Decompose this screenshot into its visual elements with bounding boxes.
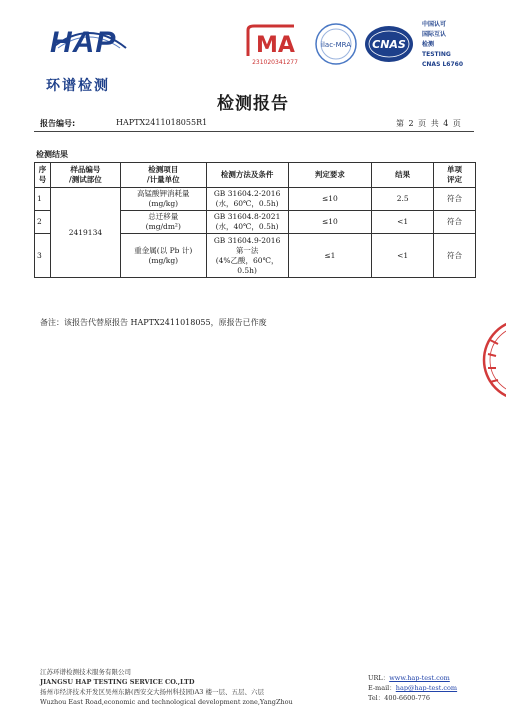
row-method: GB 31604.8-2021 (水，40℃，0.5h) [206, 211, 288, 234]
header-no: 序 号 [35, 163, 51, 188]
header-sample: 样品编号 /测试部位 [50, 163, 120, 188]
header-result: 结果 [372, 163, 434, 188]
cma-logo-icon [244, 24, 304, 60]
logo-chinese-text: 环谱检测 [46, 78, 110, 94]
row-result: <1 [372, 211, 434, 234]
header-requirement: 判定要求 [288, 163, 372, 188]
row-verdict: 符合 [434, 234, 476, 278]
table-row [35, 188, 476, 211]
row-requirement: ≤10 [288, 188, 372, 211]
cnas-info [422, 20, 463, 70]
address-en: Wuzhou East Road,economic and technological development zone,YangZhou [40, 698, 293, 706]
tel-line: Tel：400-6600-776 [368, 694, 431, 702]
section-title: 检测结果 [36, 150, 68, 159]
footer-contact [368, 673, 457, 703]
footer-company [40, 667, 293, 707]
email-line: E-mail：hap@hap-test.com [368, 684, 458, 692]
cma-number: 231020341277 [252, 59, 298, 66]
ilac-mra-logo-icon [314, 22, 358, 66]
report-number-label: 报告编号: [40, 119, 76, 128]
cnas-info-line: 检测 [422, 41, 435, 48]
row-no: 1 [35, 188, 51, 211]
logo-text: HAP [50, 26, 117, 59]
table-header-row [35, 163, 476, 188]
url-line: URL：www.hap-test.com [368, 674, 450, 682]
row-item: 重金属(以 Pb 计) (mg/kg) [120, 234, 206, 278]
cnas-info-line: 中国认可 [422, 21, 447, 28]
company-name-cn: 江苏环谱检测技术服务有限公司 [40, 668, 131, 676]
row-result: 2.5 [372, 188, 434, 211]
row-result: <1 [372, 234, 434, 278]
ilac-label: ilac-MRA [321, 41, 351, 49]
row-verdict: 符合 [434, 211, 476, 234]
email-link[interactable]: hap@hap-test.com [395, 684, 458, 692]
address-cn: 扬州市经济技术开发区吴州东路(西安交大扬州科技园)A3 楼一层、五层、六层 [40, 688, 264, 696]
svg-text:MA: MA [256, 33, 295, 58]
header-item: 检测项目 /计量单位 [120, 163, 206, 188]
cnas-info-line: CNAS L6760 [422, 61, 464, 68]
row-method: GB 31604.9-2016 第一法 (4%乙酸，60℃， 0.5h) [206, 234, 288, 278]
cnas-logo-icon [364, 24, 414, 64]
header-divider [34, 131, 474, 132]
header-verdict: 单项 评定 [434, 163, 476, 188]
seal-stamp-icon [480, 310, 506, 410]
row-method: GB 31604.2-2016 (水，60℃，0.5h) [206, 188, 288, 211]
company-name-en: JIANGSU HAP TESTING SERVICE CO.,LTD [40, 678, 195, 686]
row-item: 高锰酸钾消耗量 (mg/kg) [120, 188, 206, 211]
row-requirement: ≤1 [288, 234, 372, 278]
row-no: 3 [35, 234, 51, 278]
row-requirement: ≤10 [288, 211, 372, 234]
row-item: 总迁移量 (mg/dm²) [120, 211, 206, 234]
results-table [34, 162, 476, 278]
cnas-info-line: 国际互认 [422, 31, 447, 38]
header-method: 检测方法及条件 [206, 163, 288, 188]
tel-number: 400-6600-776 [384, 694, 431, 702]
report-number: HAPTX2411018055R1 [116, 118, 208, 127]
remark: 备注：该报告代替原报告 HAPTX2411018055，原报告已作废 [40, 318, 267, 327]
sample-id: 2419134 [50, 188, 120, 278]
report-title: 检测报告 [217, 94, 289, 114]
row-verdict: 符合 [434, 188, 476, 211]
website-link[interactable]: www.hap-test.com [389, 674, 450, 682]
cnas-info-line: TESTING [422, 51, 451, 58]
page-info: 第 2 页 共 4 页 [396, 119, 462, 128]
row-no: 2 [35, 211, 51, 234]
cnas-label: CNAS [372, 38, 406, 51]
